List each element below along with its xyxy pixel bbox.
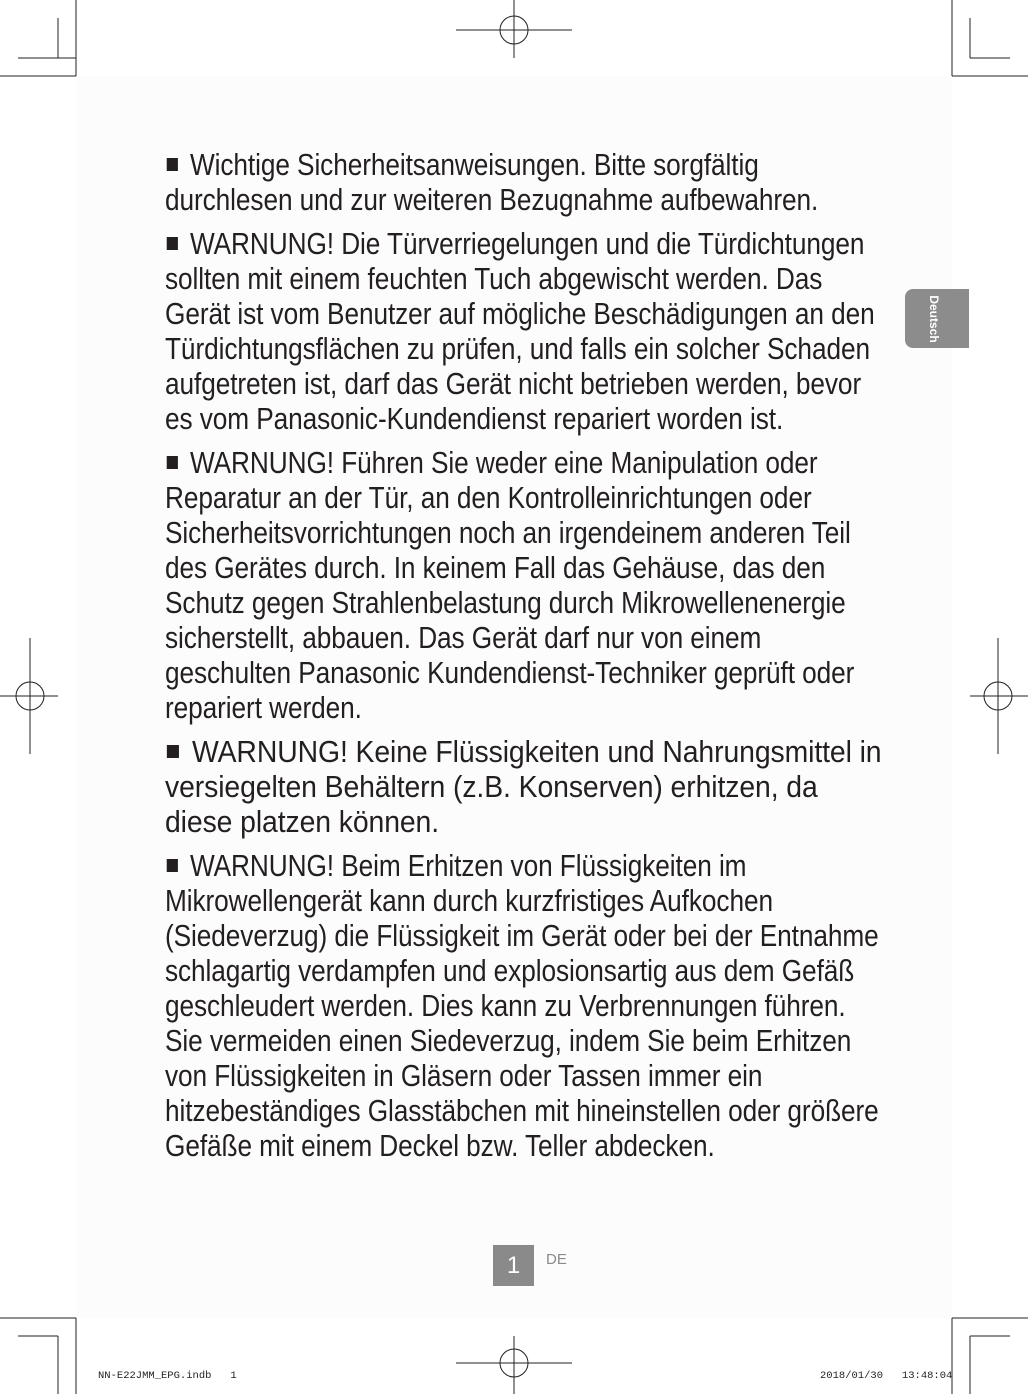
warning-paragraph: WARNUNG! Führen Sie weder eine Manipulation oder Reparatur an der Tür, an den Kontrolleinrichtungen oder Sicherheitsvorrichtungen noch an irgendeinem anderen Teil des Gerätes durch. In keinem Fall das Gehäuse, das den Schutz gegen Strahlenbelastung durch Mikrowellenenergie sicherstellt, abbauen. Das Gerät darf nur von einem geschulten Panasonic Kundendienst-Techniker geprüft oder repariert werden.: [165, 446, 855, 725]
warning-paragraph: WARNUNG! Beim Erhitzen von Flüssigkeiten im Mikrowellengerät kann durch kurzfristiges Aufkochen (Siedeverzug) die Flüssigkeit im Gerät oder bei der Entnahme schlagartig verdampfen und explosionsartig aus dem Gefäß geschleudert werden. Dies kann zu Verbrennungen führen. Sie vermeiden einen Siedeverzug, indem Sie beim Erhitzen von Flüssigkeiten in Gläsern oder Tassen immer ein hitzebeständiges Glasstäbchen mit hineinstellen oder größere Gefäße mit einem Deckel bzw. Teller abdecken.: [165, 849, 879, 1163]
bullet-square-icon: [167, 745, 179, 758]
bullet-square-icon: [167, 158, 178, 171]
bullet-square-icon: [167, 859, 178, 872]
page-language-code: DE: [546, 1251, 567, 1268]
print-datetime: 2018/01/30 13:48:04: [820, 1370, 953, 1382]
language-side-tab: [905, 289, 969, 348]
warning-paragraph: WARNUNG! Die Türverriegelungen und die Türdichtungen sollten mit einem feuchten Tuch abgewischt werden. Das Gerät ist vom Benutzer auf mögliche Beschädigungen an den Türdichtungsflächen zu prüfen, und falls ein solcher Schaden aufgetreten ist, darf das Gerät nicht betrieben werden, bevor es vom Panasonic-Kundendienst repariert worden ist.: [165, 227, 875, 436]
bullet-square-icon: [167, 237, 178, 250]
bullet-square-icon: [167, 456, 178, 469]
instruction-paragraph: Wichtige Sicherheitsanweisungen. Bitte sorgfältig durchlesen und zur weiteren Bezugnahme aufbewahren.: [165, 148, 819, 217]
language-side-tab-label: Deutsch: [927, 295, 941, 343]
warning-paragraph: WARNUNG! Keine Flüssigkeiten und Nahrungsmittel in versiegelten Behältern (z.B. Konserven) erhitzen, da diese platzen können.: [165, 735, 882, 839]
print-file-info: NN-E22JMM_EPG.indb 1: [98, 1370, 237, 1382]
safety-instructions: [165, 148, 885, 1173]
page-number: 1: [493, 1245, 534, 1286]
